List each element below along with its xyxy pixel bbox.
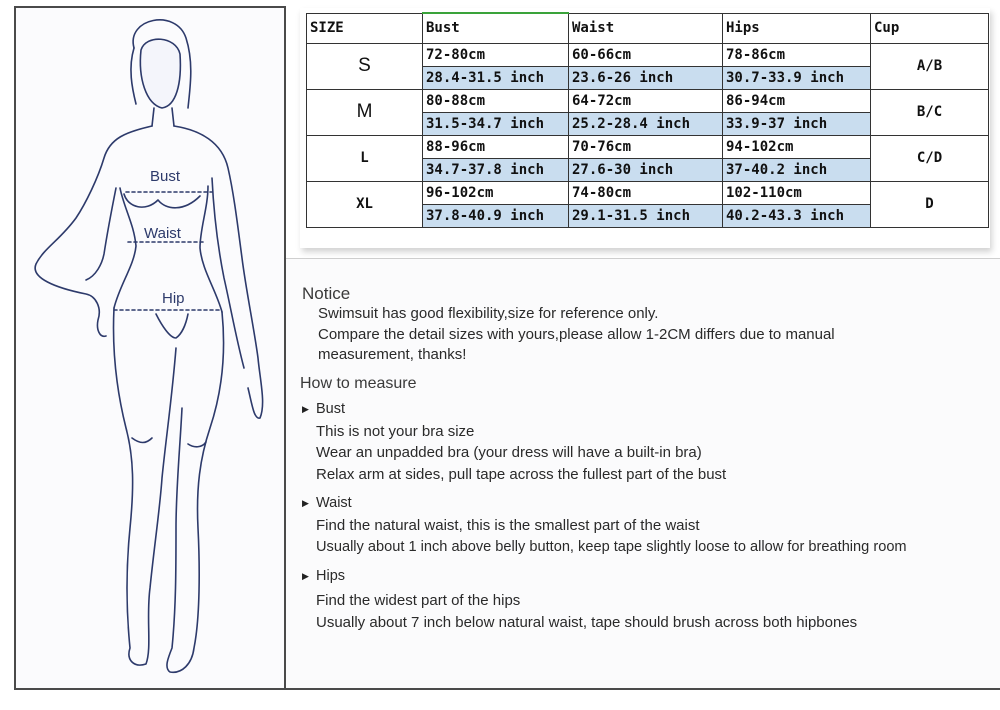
hips-line-1: Find the widest part of the hips: [316, 592, 521, 609]
waist-inch: 29.1-31.5 inch: [569, 204, 723, 227]
body-outline-illustration: [16, 8, 284, 688]
table-header-row: [307, 13, 989, 43]
size-l: L: [307, 135, 423, 181]
bust-inch: 37.8-40.9 inch: [423, 204, 569, 227]
header-bust: Bust: [423, 13, 569, 43]
hips-inch: 33.9-37 inch: [723, 112, 871, 135]
waist-line-2: Usually about 1 inch above belly button, keep tape slightly loose to allow for breathing room: [316, 539, 907, 555]
table-row: [307, 135, 989, 158]
hips-cm: 102-110cm: [723, 181, 871, 204]
triangle-right-icon: ▶: [302, 404, 309, 414]
waist-label: Waist: [144, 225, 181, 242]
bust-line-3: Relax arm at sides, pull tape across the fullest part of the bust: [316, 466, 727, 483]
bust-inch: 31.5-34.7 inch: [423, 112, 569, 135]
hips-line-2: Usually about 7 inch below natural waist, tape should brush across both hipbones: [316, 614, 858, 631]
header-cup: Cup: [871, 13, 989, 43]
size-m: M: [307, 89, 423, 135]
waist-inch: 23.6-26 inch: [569, 66, 723, 89]
header-hips: Hips: [723, 13, 871, 43]
bust-inch: 28.4-31.5 inch: [423, 66, 569, 89]
hips-cm: 86-94cm: [723, 89, 871, 112]
bust-cm: 72-80cm: [423, 43, 569, 66]
header-waist: Waist: [569, 13, 723, 43]
hips-cm: 94-102cm: [723, 135, 871, 158]
body-figure-panel: [14, 6, 286, 690]
bust-cm: 96-102cm: [423, 181, 569, 204]
notice-line-2: Compare the detail sizes with yours,please allow 1-2CM differs due to manual: [318, 326, 835, 343]
size-chart-card: [300, 8, 990, 248]
table-row: [307, 89, 989, 112]
cup-value: D: [871, 181, 989, 227]
cup-value: B/C: [871, 89, 989, 135]
triangle-right-icon: ▶: [302, 498, 309, 508]
bust-inch: 34.7-37.8 inch: [423, 158, 569, 181]
waist-inch: 25.2-28.4 inch: [569, 112, 723, 135]
waist-cm: 60-66cm: [569, 43, 723, 66]
notice-title: Notice: [302, 284, 351, 303]
cup-value: A/B: [871, 43, 989, 89]
waist-cm: 74-80cm: [569, 181, 723, 204]
notice-line-3: measurement, thanks!: [318, 346, 467, 363]
hip-label: Hip: [162, 290, 185, 307]
notice-line-1: Swimsuit has good flexibility,size for reference only.: [318, 305, 659, 322]
hips-cm: 78-86cm: [723, 43, 871, 66]
hips-heading: Hips: [316, 568, 346, 584]
table-row: [307, 43, 989, 66]
waist-line-1: Find the natural waist, this is the smallest part of the waist: [316, 517, 700, 534]
waist-cm: 64-72cm: [569, 89, 723, 112]
header-size: SIZE: [307, 13, 423, 43]
bust-heading: Bust: [316, 401, 346, 417]
bust-cm: 80-88cm: [423, 89, 569, 112]
size-chart-table: [306, 12, 989, 228]
triangle-right-icon: ▶: [302, 571, 309, 581]
hips-inch: 40.2-43.3 inch: [723, 204, 871, 227]
hips-inch: 37-40.2 inch: [723, 158, 871, 181]
size-xl: XL: [307, 181, 423, 227]
waist-cm: 70-76cm: [569, 135, 723, 158]
hips-inch: 30.7-33.9 inch: [723, 66, 871, 89]
waist-inch: 27.6-30 inch: [569, 158, 723, 181]
bust-cm: 88-96cm: [423, 135, 569, 158]
bust-line-2: Wear an unpadded bra (your dress will have a built-in bra): [316, 444, 702, 461]
table-row: [307, 181, 989, 204]
size-s: S: [307, 43, 423, 89]
bust-line-1: This is not your bra size: [316, 423, 475, 440]
waist-heading: Waist: [316, 495, 352, 511]
cup-value: C/D: [871, 135, 989, 181]
how-to-measure-title: How to measure: [300, 375, 417, 392]
bust-label: Bust: [150, 168, 181, 185]
